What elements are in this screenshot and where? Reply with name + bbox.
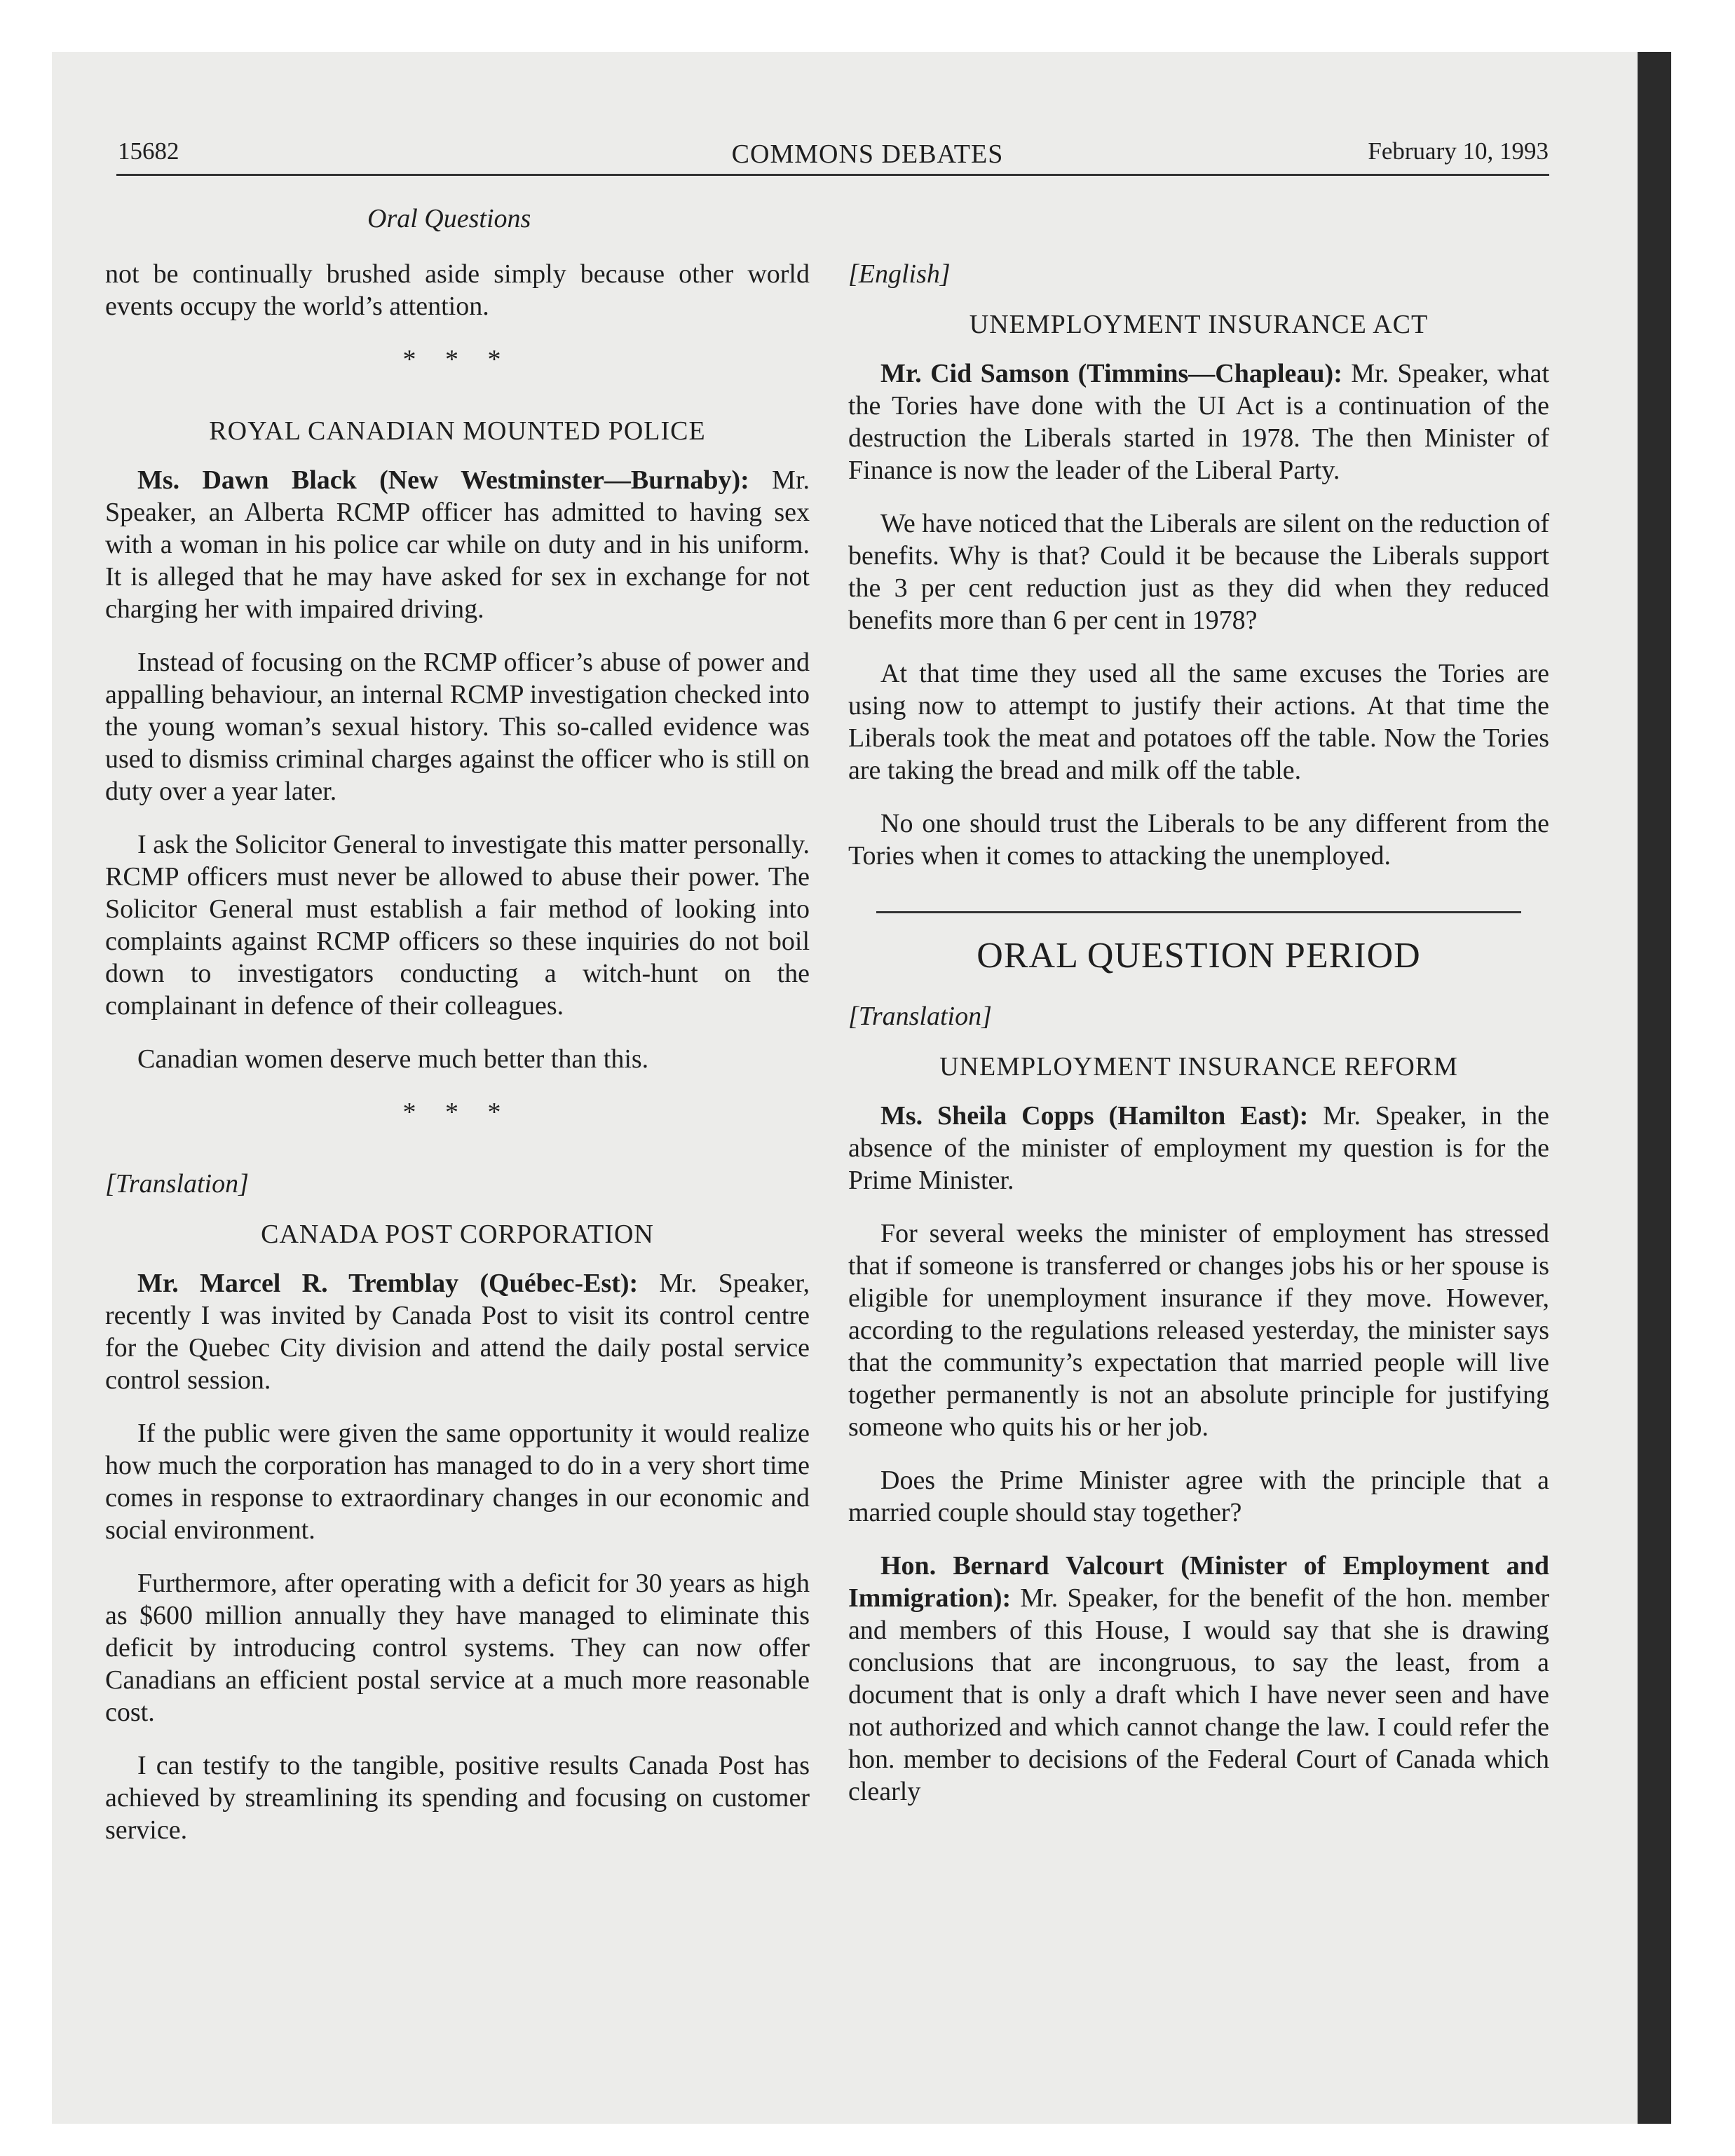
paragraph [105,1267,810,1396]
paragraph: I ask the Solicitor General to investigate this matter personally. RCMP officers must never be allowed to abuse their power. The Solicitor General must establish a fair method of looking into complaints against RCMP officers so these inquiries do not boil down to investigators conducting a witch-hunt on the complainant in defence of their colleagues. [105,830,810,1021]
publication-title: COMMONS DEBATES [731,139,1004,169]
speaker-name: Hon. Bernard Valcourt (Minister of Employment and Immigration): [848,1551,1549,1613]
section-heading-canada-post: CANADA POST CORPORATION [261,1220,654,1249]
language-tag: [Translation] [105,1169,249,1199]
scan-edge-shadow [1638,52,1671,2124]
speech-text: Mr. Speaker, what the Tories have done with the UI Act is a continuation of the destruction the Liberals started in 1978. The then Minister of Finance is now the leader of the Liberal Party. [848,359,1550,485]
paragraph: Furthermore, after operating with a deficit for 30 years as high as $600 million annually they have managed to eliminate this deficit by introducing control systems. They can now offer Canadians an efficient postal service at a much more reasonable cost. [105,1569,810,1727]
paragraph [848,1550,1549,1808]
paragraph: No one should trust the Liberals to be any different from the Tories when it comes to attacking the unemployed. [848,809,1549,871]
speaker-name: Mr. Cid Samson (Timmins—Chapleau): [880,359,1342,388]
section-separator: * * * [402,345,512,374]
section-rule [876,911,1521,913]
paragraph: not be continually brushed aside simply because other world events occupy the world’s attention. [105,259,810,321]
section-heading-ui-act: UNEMPLOYMENT INSURANCE ACT [969,310,1429,339]
section-separator: * * * [402,1098,512,1127]
paragraph: For several weeks the minister of employment has stressed that if someone is transferred or changes jobs his or her spouse is eligible for unemployment insurance if they move. However, according to the regulations released yesterday, the minister says that the community’s expectation that married people will live together permanently is not an absolute principle for justifying someone who quits his or her job. [848,1219,1549,1442]
section-heading-ui-reform: UNEMPLOYMENT INSURANCE REFORM [939,1052,1458,1082]
paragraph: We have noticed that the Liberals are silent on the reduction of benefits. Why is that? Could it be because the Liberals support the 3 per cent reduction just as they did when they reduced benefits more than 6 per cent in 1978? [848,509,1549,635]
paragraph: Canadian women deserve much better than this. [137,1044,649,1074]
speaker-name: Ms. Sheila Copps (Hamilton East): [880,1101,1309,1131]
right-column [848,258,1549,1829]
paragraph: If the public were given the same opportunity it would realize how much the corporation has managed to do in a very short time comes in response to extraordinary changes in our economic and social environment. [105,1419,810,1545]
paragraph: At that time they used all the same excuses the Tories are using now to attempt to justify their actions. At that time the Liberals took the meat and potatoes off the table. Now the Tories are taking the bread and milk off the table. [848,659,1549,785]
speech-text: Mr. Speaker, an Alberta RCMP officer has admitted to having sex with a woman in his police car while on duty and in his uniform. It is alleged that he may have asked for sex in exchange for not charging her with impaired driving. [105,465,810,624]
left-column [105,258,810,1867]
paragraph [848,357,1549,486]
paragraph [105,464,810,625]
page-number: 15682 [118,137,179,165]
speaker-name: Ms. Dawn Black (New Westminster—Burnaby): [137,465,749,495]
publication-date: February 10, 1993 [1368,137,1549,165]
language-tag: [Translation] [848,1002,992,1031]
speech-text: Mr. Speaker, recently I was invited by Canada Post to visit its control centre for the Quebec City division and attend the daily postal service control session. [105,1269,810,1395]
running-head: Oral Questions [367,204,531,233]
paragraph: Instead of focusing on the RCMP officer’s abuse of power and appalling behaviour, an internal RCMP investigation checked into the young woman’s sexual history. This so-called evidence was used to dismiss criminal charges against the officer who is still on duty over a year later. [105,648,810,806]
header-rule [116,174,1549,176]
paragraph: Does the Prime Minister agree with the principle that a married couple should stay together? [848,1466,1549,1527]
major-heading-oral-question-period: ORAL QUESTION PERIOD [977,936,1421,976]
paragraph [848,1100,1549,1196]
paragraph: I can testify to the tangible, positive results Canada Post has achieved by streamlining its spending and focusing on customer service. [105,1751,810,1845]
speech-text: Mr. Speaker, in the absence of the minister of employment my question is for the Prime Minister. [848,1101,1549,1195]
speaker-name: Mr. Marcel R. Tremblay (Québec-Est): [137,1269,639,1298]
language-tag: [English] [848,259,951,289]
section-heading-rcmp: ROYAL CANADIAN MOUNTED POLICE [209,416,706,446]
speech-text: Mr. Speaker, for the benefit of the hon. member and members of this House, I would say that she is drawing conclusions that are incongruous, to say the least, from a document that is only a draft which I have never seen and have not authorized and which cannot change the law. I could refer the hon. member to decisions of the Federal Court of Canada which clearly [848,1583,1550,1806]
